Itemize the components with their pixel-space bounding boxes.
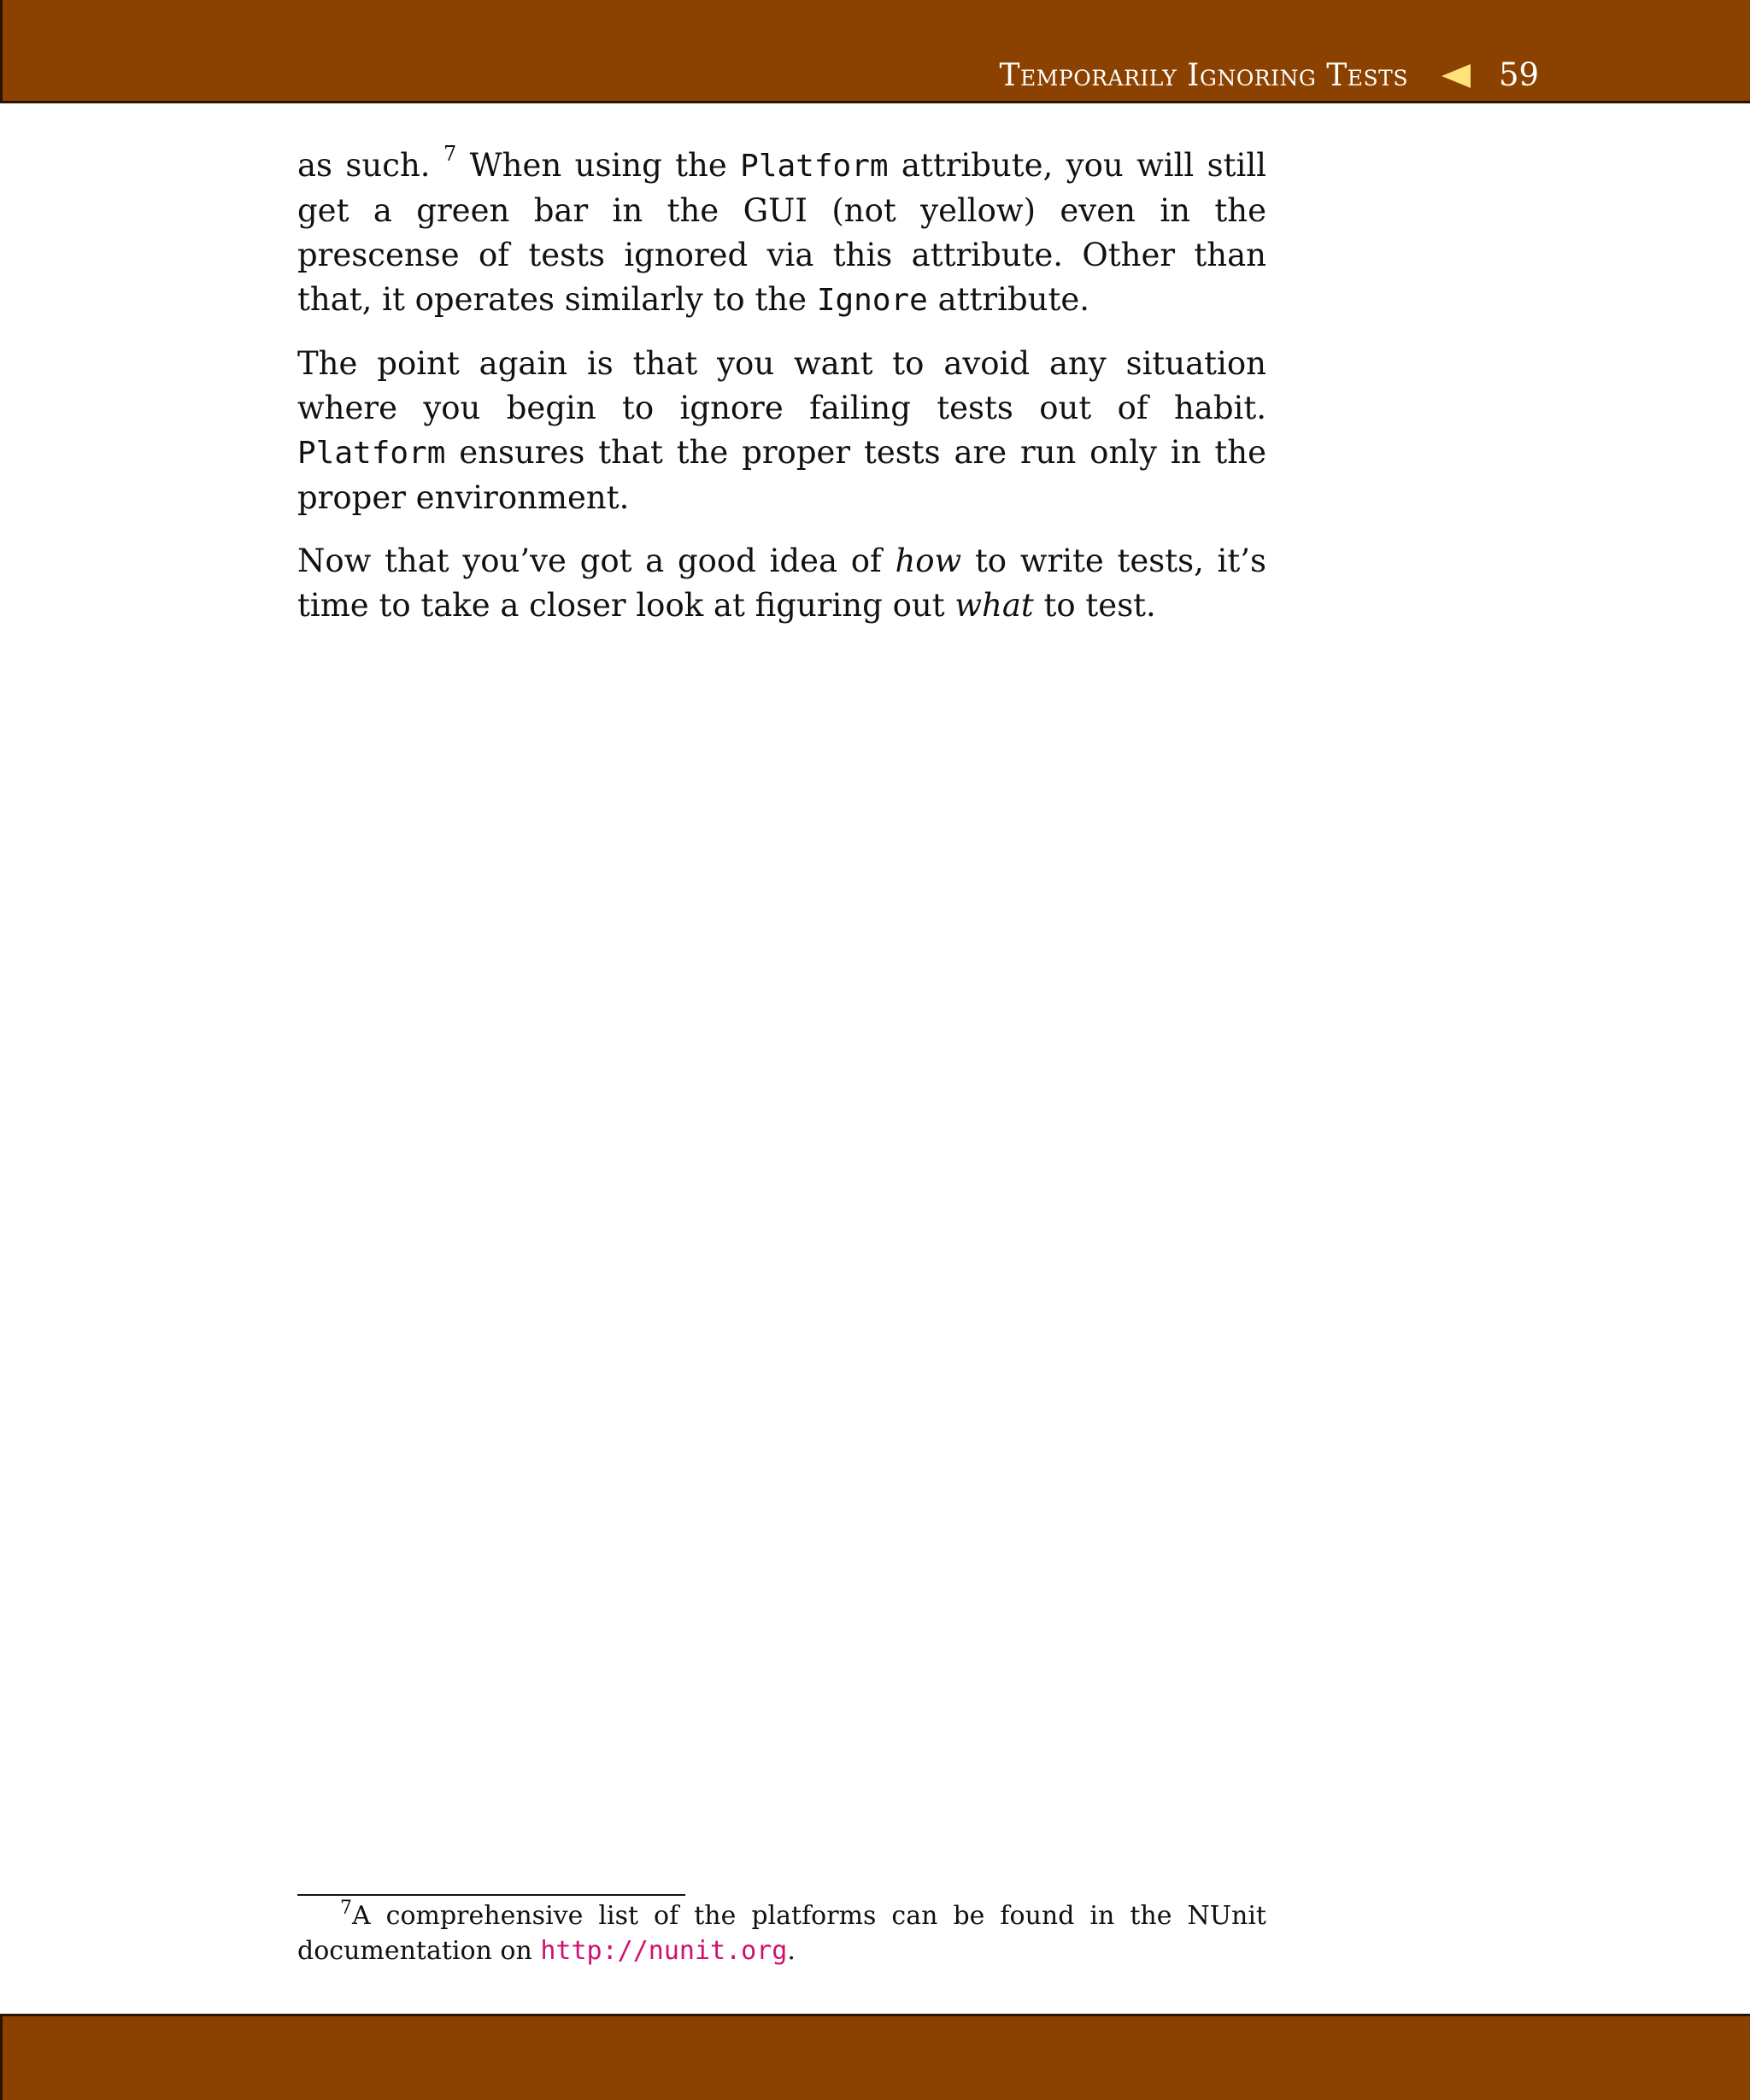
text-run: Now that you’ve got a good idea of [297,543,896,579]
code-platform: Platform [297,436,446,471]
page-header-bar [0,0,1750,103]
code-ignore: Ignore [816,283,928,318]
code-platform: Platform [740,149,889,184]
text-run: attribute. [927,281,1089,318]
paragraph [297,342,1266,520]
paragraph [297,539,1266,628]
text-run: The point again is that you want to avoid any situation where you begin to ignore failing tests out of habit. [297,345,1266,426]
nunit-link[interactable]: http://nunit.org [540,1936,788,1966]
text-run: attribute, you will still get a green bar in the GUI (not yellow) even in the prescense of tests ignored via this attribute. Other than that, it operates similarly to the [297,147,1266,318]
footnote-end: . [787,1936,796,1966]
page-footer-bar [0,2014,1750,2100]
text-run: to write tests, it’s time to take a closer look at figuring out [297,543,1266,624]
page-number: 59 [1499,56,1540,93]
main-body-text [297,144,1266,647]
paragraph [297,144,1266,323]
text-run: to test. [1033,587,1156,624]
left-arrow-triangle-icon[interactable] [1442,64,1471,88]
text-run: ensures that the proper tests are run only in the proper environment. [297,434,1266,516]
footnote-number: 7 [340,1898,352,1919]
text-run: as such. [297,147,431,184]
running-header-title: Temporarily Ignoring Tests [999,58,1408,93]
footnote [297,1898,1266,1968]
footnote-divider [297,1894,685,1896]
emphasis-how: how [895,543,962,579]
text-run: When using the [456,147,741,184]
footnote-text: A comprehensive list of the platforms can be found in the NUnit documentation on [297,1901,1266,1966]
emphasis-what: what [954,587,1034,624]
footnote-indent [297,1898,352,1931]
footnote-marker[interactable]: 7 [443,142,457,166]
